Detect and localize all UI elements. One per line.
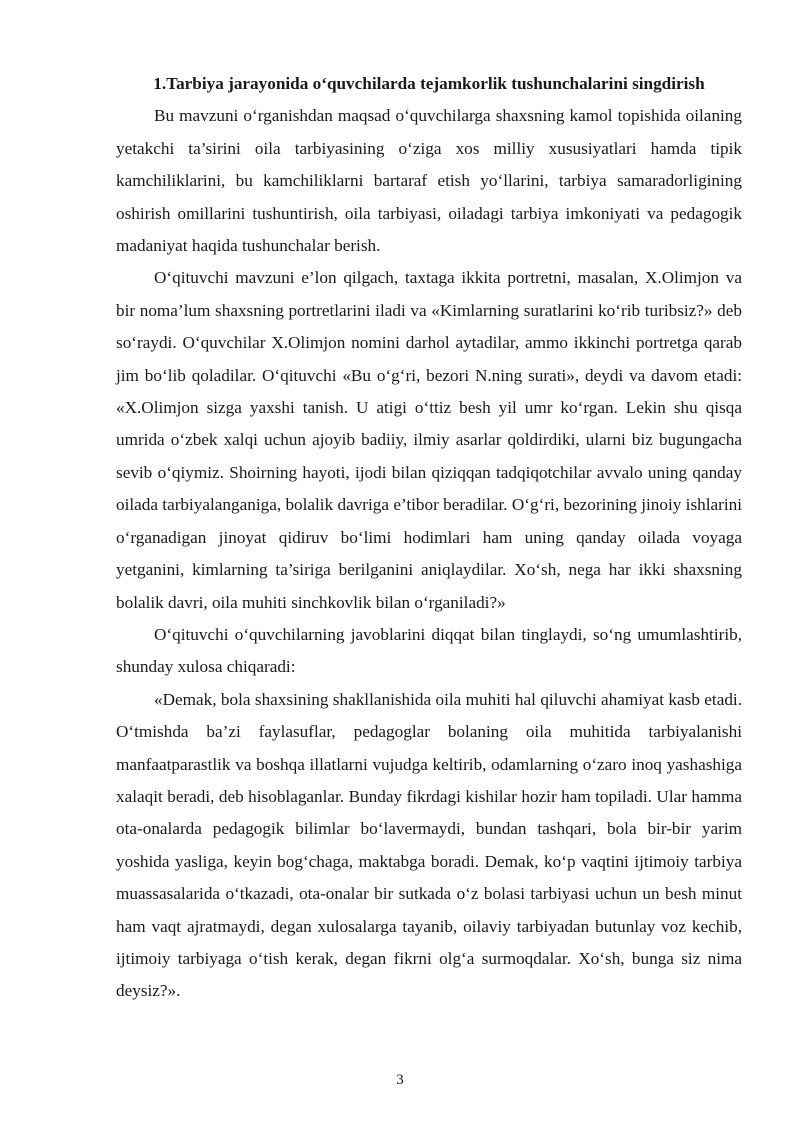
paragraph-purpose: Bu mavzuni o‘rganishdan maqsad o‘quvchilarga shaxsning kamol topishida oilaning yetakchi ta’sirini oila tarbiyasining o‘ziga xos milliy xususiyatlari hamda tipik kamchiliklarini, bu kamchiliklarni bartaraf etish yo‘llarini, tarbiya samaradorligining oshirish omillarini tushuntirish, oila tarbiyasi, oiladagi tarbiya imkoniyati va pedagogik madaniyat haqida tushunchalar berish. <box>116 106 742 256</box>
paragraph-teacher-summary: O‘qituvchi o‘quvchilarning javoblarini diqqat bilan tinglaydi, so‘ng umumlashtirib, shunday xulosa chiqaradi: <box>116 624 742 677</box>
paragraph-teacher-portraits: O‘qituvchi mavzuni e’lon qilgach, taxtaga ikkita portretni, masalan, X.Olimjon va bir noma’lum shaxsning portretlarini iladi va «Kimlarning suratlarini ko‘rib turibsiz?» deb so‘raydi. O‘quvchilar X.Olimjon nomini darhol aytadilar, ammo ikkinchi portretga qarab jim bo‘lib qoladilar. O‘qituvchi «Bu o‘g‘ri, bezori N.ning surati», deydi va davom etadi: «X.Olimjon sizga yaxshi tanish. U atigi o‘ttiz besh yil umr ko‘rgan. Lekin shu qisqa umrida o‘zbek xalqi uchun ajoyib badiiy, ilmiy asarlar qoldirdiki, ularni biz bugungacha sevib o‘qiymiz. Shoirning hayoti, ijodi bilan qiziqqan tadqiqotchilar avvalo uning qanday oilada tarbiyalanganiga, bolalik davriga e’tibor beradilar. O‘g‘ri, bezorining jinoiy ishlarini o‘rganadigan jinoyat qidiruv bo‘limi hodimlari ham uning qanday oilada voyaga yetganini, kimlarning ta’siriga berilganini aniqlaydilar. Xo‘sh, nega har ikki shaxsning bolalik davri, oila muhiti sinchkovlik bilan o‘rganiladi?» <box>116 268 742 612</box>
page-number: 3 <box>396 1072 404 1088</box>
section-title: 1.Tarbiya jarayonida o‘quvchilarda tejamkorlik tushunchalarini singdirish <box>153 74 705 93</box>
page-content <box>116 68 742 1008</box>
paragraph-conclusion: «Demak, bola shaxsining shakllanishida oila muhiti hal qiluvchi ahamiyat kasb etadi. O‘tmishda ba’zi faylasuflar, pedagoglar bolaning oila muhitida tarbiyalanishi manfaatparastlik va boshqa illatlarni vujudga keltirib, odamlarning o‘zaro inoq yashashiga xalaqit beradi, deb hisoblaganlar. Bunday fikrdagi kishilar hozir ham topiladi. Ular hamma ota-onalarda pedagogik bilimlar bo‘lavermaydi, bundan tashqari, bola bir-bir yarim yoshida yasliga, keyin bog‘chaga, maktabga boradi. Demak, ko‘p vaqtini ijtimoiy tarbiya muassasalarida o‘tkazadi, ota-onalar bir sutkada o‘z bolasi tarbiyasi uchun un besh minut ham vaqt ajratmaydi, degan xulosalarga tayanib, oilaviy tarbiyadan butunlay voz kechib, ijtimoiy tarbiyaga o‘tish kerak, degan fikrni olg‘a surmoqdalar. Xo‘sh, bunga siz nima deysiz?». <box>116 689 742 1001</box>
